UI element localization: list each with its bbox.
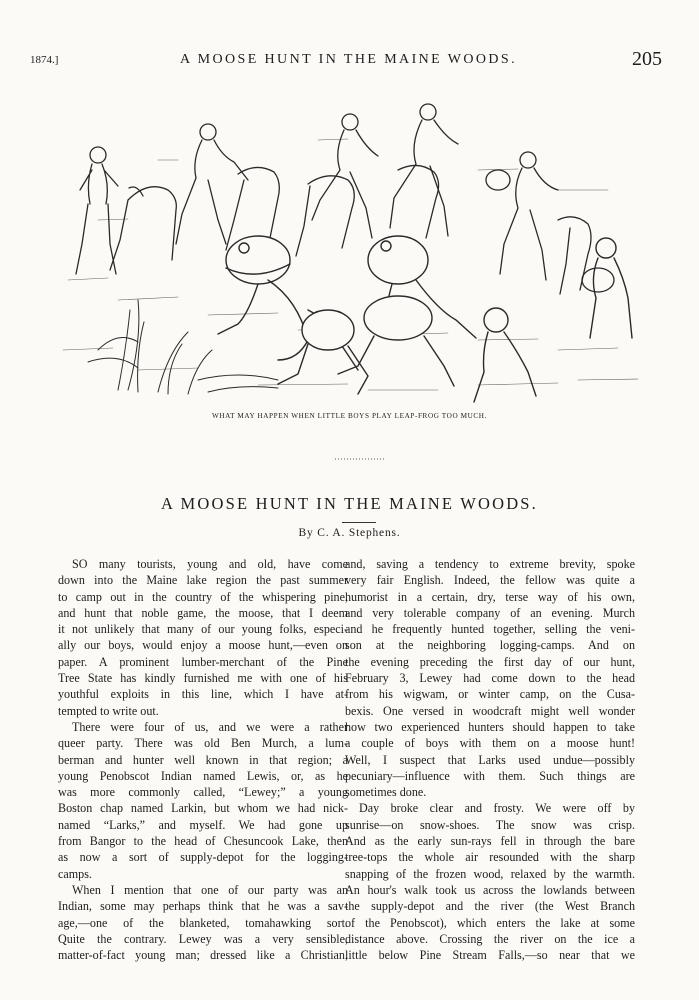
text-line: as now a sort of supply-depot for the logging- — [58, 850, 348, 865]
text-line: and he frequently hunted together, selling the veni- — [345, 622, 635, 637]
title-rule — [342, 522, 376, 523]
text-column-left — [58, 556, 348, 963]
text-line: a couple of boys with them on a moose hunt! — [345, 736, 635, 751]
text-line: it not unlikely that many of our young folks, especi- — [58, 622, 348, 637]
byline: By C. A. Stephens. — [298, 527, 401, 539]
text-line: snapping of the frozen wood, relaxed by the warmth. — [345, 866, 635, 881]
illustration-caption: WHAT MAY HAPPEN WHEN LITTLE BOYS PLAY LEAP-FROG TOO MUCH. — [212, 412, 487, 420]
text-line: and, saving a tendency to extreme brevity, spoke — [345, 557, 635, 571]
text-line: down into the Maine lake region the past summer — [58, 573, 348, 588]
text-line: Day broke clear and frosty. We were off by — [359, 801, 635, 816]
text-line: of the Penobscot), which enters the lake at some — [345, 915, 635, 930]
text-line: named “Larks,” and myself. We had gone up — [58, 817, 348, 832]
article-title: A MOOSE HUNT IN THE MAINE WOODS. — [160, 494, 539, 513]
text-line: how two experienced hunters should happen to take — [345, 719, 635, 734]
text-line: tempted to write out. — [58, 703, 159, 718]
text-line: sometimes done. — [345, 785, 427, 800]
text-line: and very tolerable company of an evening. Murch — [345, 605, 635, 620]
leap-frog-illustration — [58, 100, 650, 405]
text-line: paper. A prominent lumber-merchant of the Pine — [58, 654, 348, 669]
text-line: There were four of us, and we were a rather — [72, 719, 348, 734]
text-line: humorist in a certain, dry, terse way of his own, — [345, 589, 635, 604]
text-line: Quite the contrary. Lewey was a very sensible, — [58, 931, 348, 946]
frog-center — [338, 236, 476, 386]
frog-right — [474, 238, 632, 402]
ground-hatching — [63, 139, 638, 390]
text-line: was more commonly called, “Lewey;” a young — [58, 785, 348, 800]
text-line: Well, I suspect that Larks used undue—possibly — [345, 752, 635, 767]
text-line: queer party. There was old Ben Murch, a lum- — [58, 736, 348, 751]
text-line: ally our boys, would enjoy a moose hunt,—even on — [58, 638, 348, 653]
text-line: tree-tops the whole air resounded with the sharp — [345, 850, 635, 865]
text-line: age,—one of the blanketed, tomahawking sort. — [58, 915, 348, 930]
text-line: the supply-depot and the river (the West Branch — [345, 899, 635, 914]
text-line: Tree State has kindly furnished me with one of his — [58, 671, 348, 686]
section-ornament — [333, 455, 387, 463]
text-line: February 3, Lewey had come down to the head — [345, 671, 635, 686]
text-line: little below Pine Stream Falls,—so near that we — [345, 948, 635, 963]
boy-6 — [486, 152, 614, 294]
text-line: and hunt that noble game, the moose, that I deem — [58, 605, 348, 620]
text-column-right — [345, 556, 635, 963]
text-line: SO many tourists, young and old, have come — [72, 557, 348, 571]
running-title: A MOOSE HUNT IN THE MAINE WOODS. — [180, 52, 517, 67]
boy-4 — [296, 114, 378, 256]
text-line: sunrise—on snow-shoes. The snow was crisp. — [345, 817, 635, 832]
page-number: 205 — [632, 48, 662, 70]
boy-2-bending — [110, 187, 176, 270]
text-line: from Bangor to the head of Chesuncook Lake, then — [58, 834, 348, 849]
text-line: pecuniary—influence with them. Such things are — [345, 768, 635, 783]
text-line: the evening preceding the first day of our hunt, — [345, 654, 635, 669]
text-line: Indian, some may perhaps think that he was a sav- — [58, 899, 348, 914]
text-line: son at the neighboring logging-camps. And on — [345, 638, 635, 653]
boy-3 — [176, 124, 279, 250]
text-line: young Penobscot Indian named Lewis, or, as he — [58, 768, 348, 783]
text-line: An hour's walk took us across the lowlands between — [345, 882, 635, 897]
text-line: to camp out in the country of the whispering pine, — [58, 589, 348, 604]
text-line: from his wigwam, or winter camp, on the Cusa- — [345, 687, 635, 702]
text-line: matter-of-fact young man; dressed like a Christian, — [58, 948, 348, 963]
text-line: And as the early sun-rays fell in through the bare — [345, 834, 635, 849]
running-head — [30, 48, 662, 72]
text-line: distance above. Crossing the river on the ice a — [345, 931, 635, 946]
boy-5 — [390, 104, 458, 238]
text-line: berman and hunter well known in that region; a — [58, 752, 348, 767]
text-line: very fair English. Indeed, the fellow was quite a — [345, 573, 635, 588]
text-line: When I mention that one of our party was an — [72, 882, 348, 897]
issue-date: 1874.] — [30, 54, 59, 66]
text-line: camps. — [58, 866, 92, 881]
boy-1 — [76, 147, 118, 274]
text-line: bexis. One versed in woodcraft might well wonder — [345, 703, 635, 718]
text-line: youthful exploits in this line, which I have at- — [58, 687, 348, 702]
text-line: Boston chap named Larkin, but whom we had nick- — [58, 801, 348, 816]
